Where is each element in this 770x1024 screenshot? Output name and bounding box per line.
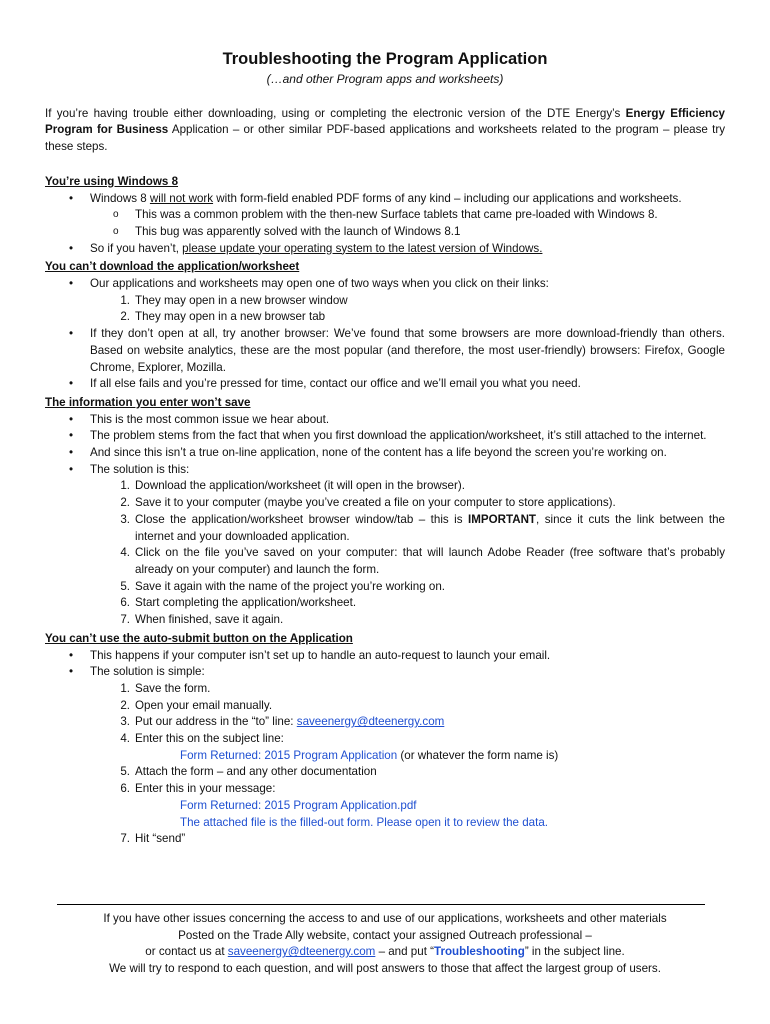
item-number: 3. <box>120 715 130 729</box>
bullet-list <box>45 648 725 848</box>
numbered-item <box>90 714 725 731</box>
item-text: Save the form. <box>135 681 211 695</box>
footer-line-4: We will try to respond to each question, and will post answers to those that affect the largest group of users. <box>109 962 661 976</box>
numbered-item <box>90 595 725 612</box>
list-item <box>45 276 725 326</box>
subject-text: Form Returned: 2015 Program Application <box>180 748 398 762</box>
item-text: Save it again with the name of the project you’re working on. <box>135 579 445 593</box>
intro-text-1: If you’re having trouble either downloading, using or completing the electronic version of the DTE Energy’s <box>45 106 626 120</box>
intro-paragraph <box>45 106 725 156</box>
numbered-list <box>90 681 725 848</box>
footer-divider <box>57 904 705 905</box>
message-example-line-2: The attached file is the filled-out form. Please open it to review the data. <box>180 815 548 829</box>
page-subtitle: (…and other Program apps and worksheets) <box>266 72 504 86</box>
bullet-text: Windows 8 <box>90 191 150 205</box>
bullet-list <box>45 191 725 258</box>
section-heading-download: You can’t download the application/worksheet <box>45 260 300 274</box>
bullet-text: The solution is simple: <box>90 665 205 679</box>
item-number: 5. <box>120 765 130 779</box>
item-text: , since it cuts the link between the internet and your downloaded application. <box>135 512 725 543</box>
numbered-item <box>90 831 725 848</box>
item-text: Attach the form – and any other documentation <box>135 765 377 779</box>
subject-line-example <box>135 748 725 765</box>
item-number: 2. <box>120 496 130 510</box>
item-text: Open your email manually. <box>135 698 273 712</box>
footer-text: – and put “ <box>375 945 434 959</box>
item-text: Close the application/worksheet browser window/tab – this is <box>135 512 468 526</box>
numbered-item <box>90 764 725 781</box>
item-number: 1. <box>120 293 130 307</box>
bullet-text: Our applications and worksheets may open one of two ways when you click on their links: <box>90 277 549 291</box>
bullet-list <box>45 412 725 629</box>
footer-text: or contact us at <box>145 945 228 959</box>
section-heading-save: The information you enter won’t save <box>45 395 251 409</box>
subject-note: (or whatever the form name is) <box>397 748 559 762</box>
numbered-item <box>90 781 725 831</box>
item-text: Hit “send” <box>135 832 186 846</box>
footer-line-1: If you have other issues concerning the access to and use of our applications, worksheets and other materials <box>103 912 667 925</box>
list-item <box>45 664 725 848</box>
numbered-item <box>90 478 725 495</box>
list-item: • This happens if your computer isn’t set up to handle an auto-request to launch your email. <box>45 648 725 665</box>
item-text: Click on the file you’ve saved on your computer: that will launch Adobe Reader (free software that’s probably already on your computer) and launch the form. <box>135 546 725 576</box>
section-auto-submit <box>45 631 725 848</box>
section-heading-auto-submit: You can’t use the auto-submit button on the Application <box>45 631 353 645</box>
important-label: IMPORTANT <box>467 512 537 526</box>
item-text: Start completing the application/worksheet. <box>135 596 357 610</box>
list-item: • If they don’t open at all, try another browser: We’ve found that some browsers are more download-friendly than others. Based on website analytics, these are the most popular (and therefore, the most user-friendly) browsers: Firefox, Google Chrome, Explorer, Mozilla. <box>45 326 725 376</box>
list-item <box>45 191 725 241</box>
list-item: • And since this isn’t a true on-line application, none of the content has a life beyond the screen you’re working on. <box>45 445 725 462</box>
numbered-item <box>90 681 725 698</box>
troubleshooting-keyword: Troubleshooting <box>434 945 525 959</box>
item-number: 7. <box>120 613 130 627</box>
numbered-item <box>90 731 725 764</box>
item-number: 1. <box>120 479 130 493</box>
item-number: 4. <box>120 732 130 746</box>
message-example-line-1: Form Returned: 2015 Program Application.pdf <box>180 798 417 812</box>
bullet-list <box>45 276 725 393</box>
bullet-text: with form-field enabled PDF forms of any kind – including our applications and worksheets. <box>213 191 682 205</box>
list-item <box>45 462 725 629</box>
item-number: 6. <box>120 596 130 610</box>
section-download <box>45 259 725 393</box>
item-number: 5. <box>120 579 130 593</box>
item-text: They may open in a new browser tab <box>135 310 326 324</box>
item-number: 2. <box>120 310 130 324</box>
list-item: • The problem stems from the fact that when you first download the application/worksheet, it’s still attached to the internet. <box>45 428 725 445</box>
section-heading-windows8: You’re using Windows 8 <box>45 174 179 188</box>
sub-list <box>90 207 725 240</box>
email-link[interactable]: saveenergy@dteenergy.com <box>296 715 445 729</box>
sub-list-item: o This was a common problem with the then-new Surface tablets that came pre-loaded with Windows 8. <box>90 207 725 224</box>
section-windows8 <box>45 174 725 258</box>
numbered-item <box>90 495 725 512</box>
item-number: 7. <box>120 832 130 846</box>
numbered-item <box>90 512 725 545</box>
document-page <box>45 48 725 850</box>
footer <box>45 911 725 978</box>
numbered-item <box>90 579 725 596</box>
update-os-link[interactable]: please update your operating system to the latest version of Windows. <box>182 241 543 255</box>
intro-program-name: Energy Efficiency Program for Business <box>45 106 726 137</box>
numbered-item <box>90 612 725 629</box>
footer-text: ” in the subject line. <box>524 945 625 959</box>
bullet-text: The solution is this: <box>90 462 190 476</box>
footer-email-link[interactable]: saveenergy@dteenergy.com <box>227 945 376 959</box>
numbered-item <box>90 309 725 326</box>
numbered-list <box>90 293 725 326</box>
numbered-item <box>90 545 725 578</box>
item-text: Enter this in your message: <box>135 782 276 796</box>
item-text: Save it to your computer (maybe you’ve created a file on your computer to store applications). <box>135 496 616 510</box>
item-text: When finished, save it again. <box>135 613 284 627</box>
numbered-list <box>90 478 725 628</box>
bullet-text: So if you haven’t, <box>90 241 183 255</box>
sub-list-item: o This bug was apparently solved with the launch of Windows 8.1 <box>90 224 725 241</box>
item-text: Download the application/worksheet (it will open in the browser). <box>135 479 465 493</box>
section-save <box>45 395 725 629</box>
page-title: Troubleshooting the Program Application <box>222 50 548 68</box>
item-text: They may open in a new browser window <box>135 293 348 307</box>
item-number: 4. <box>120 546 130 560</box>
list-item <box>45 241 725 258</box>
item-number: 6. <box>120 782 130 796</box>
underlined-text: will not work <box>149 191 214 205</box>
item-number: 1. <box>120 681 130 695</box>
list-item: • This is the most common issue we hear about. <box>45 412 725 429</box>
footer-line-2: Posted on the Trade Ally website, contact your assigned Outreach professional – <box>178 928 592 942</box>
numbered-item <box>90 698 725 715</box>
numbered-item <box>90 293 725 310</box>
item-text: Put our address in the “to” line: <box>135 715 297 729</box>
item-number: 2. <box>120 698 130 712</box>
item-text: Enter this on the subject line: <box>135 732 284 746</box>
footer-line-3 <box>45 944 725 961</box>
item-number: 3. <box>120 512 130 526</box>
list-item: • If all else fails and you’re pressed for time, contact our office and we’ll email you what you need. <box>45 376 725 393</box>
intro-text-2: Application – or other similar PDF-based applications and worksheets related to the program – please try these steps. <box>45 123 725 154</box>
